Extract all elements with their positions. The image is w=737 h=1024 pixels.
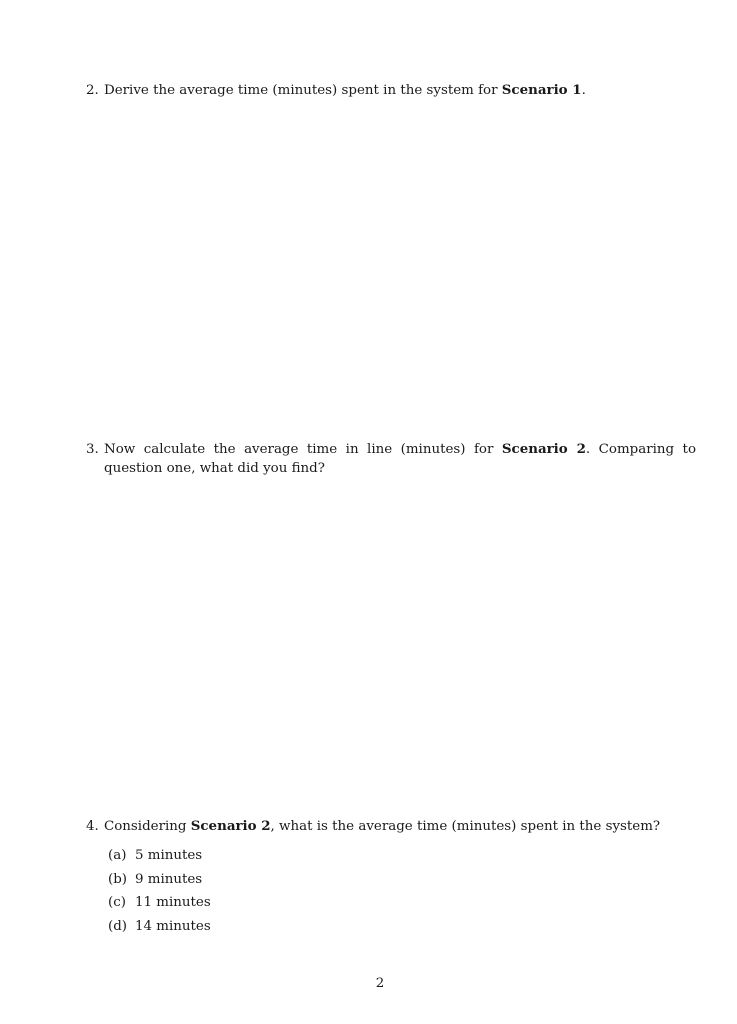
option-text: 5 minutes bbox=[135, 848, 203, 863]
question-2 bbox=[86, 81, 696, 100]
question-text-part: , what is the average time (minutes) spent in the system? bbox=[270, 819, 661, 834]
question-text-part: Now calculate the average time in line (minutes) for bbox=[104, 442, 502, 457]
question-text-part: Derive the average time (minutes) spent in the system for bbox=[104, 83, 502, 98]
question-text bbox=[104, 81, 696, 100]
option-label: (d) bbox=[108, 918, 128, 934]
scenario-label: Scenario 1 bbox=[501, 82, 582, 98]
question-number: 4. bbox=[86, 819, 99, 834]
question-number: 3. bbox=[86, 442, 99, 457]
option-c bbox=[108, 893, 211, 917]
question-4 bbox=[86, 817, 696, 836]
question-number: 2. bbox=[86, 83, 99, 98]
option-text: 9 minutes bbox=[135, 871, 203, 887]
option-text: 11 minutes bbox=[135, 895, 211, 910]
option-label: (b) bbox=[108, 871, 128, 887]
question-text-part: . bbox=[581, 83, 586, 98]
option-d bbox=[108, 917, 211, 941]
option-label: (a) bbox=[108, 848, 127, 863]
option-text: 14 minutes bbox=[135, 918, 211, 934]
question-text-part: Considering bbox=[104, 819, 191, 834]
question-3 bbox=[86, 440, 696, 478]
option-label: (c) bbox=[108, 895, 126, 910]
question-text bbox=[104, 440, 696, 478]
option-a bbox=[108, 846, 211, 870]
question-text-part: . Comparing to question one, what did you find? bbox=[104, 442, 697, 476]
question-text bbox=[104, 817, 696, 836]
answer-options bbox=[108, 846, 211, 940]
scenario-label: Scenario 2 bbox=[190, 818, 271, 834]
scenario-label: Scenario 2 bbox=[501, 441, 586, 457]
option-b bbox=[108, 870, 211, 894]
page-number: 2 bbox=[375, 976, 385, 991]
